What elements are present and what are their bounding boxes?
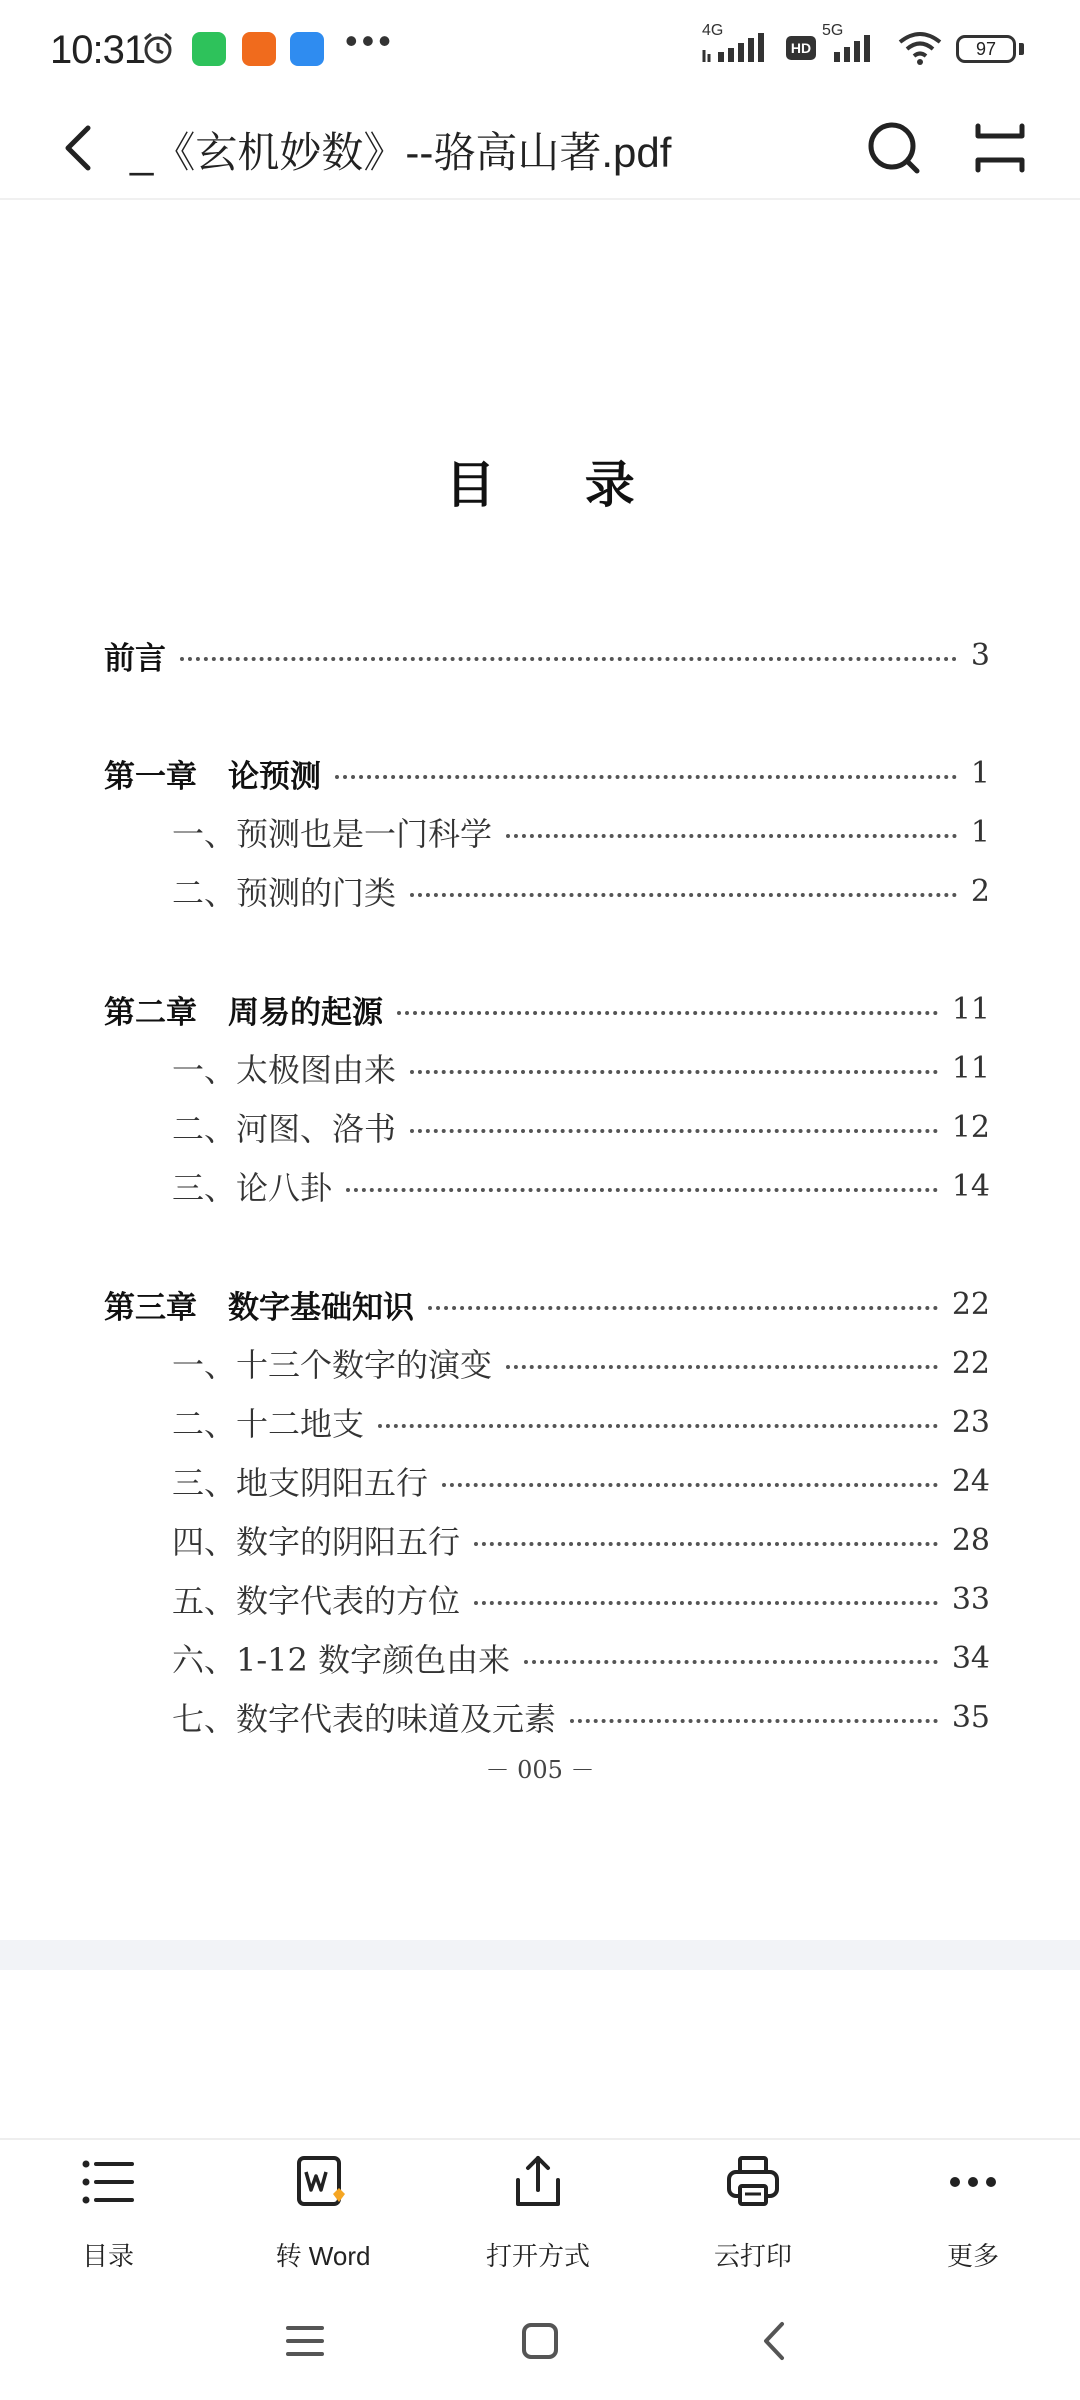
toc-entry-label: 二、河图、洛书 [172, 1110, 397, 1148]
toc-button-label: 目录 [81, 2241, 134, 2271]
dot-leader [570, 1719, 938, 1723]
toc-entry-page: 1 [970, 814, 990, 850]
convert-word-icon [293, 2152, 353, 2212]
more-icon [943, 2152, 1003, 2212]
toc-heading: 目 录 [445, 455, 671, 514]
network-label-5g: 5G [822, 22, 844, 39]
toc-entry-section[interactable] [172, 1161, 990, 1211]
recent-apps-icon[interactable] [280, 2316, 330, 2366]
toc-entry-page: 22 [951, 1286, 990, 1322]
toc-entry-label: 二、预测的门类 [172, 874, 397, 912]
dot-leader [474, 1542, 938, 1546]
nav-back-icon[interactable] [750, 2316, 800, 2366]
cloud-print-label: 云打印 [713, 2241, 792, 2271]
open-with-button[interactable] [463, 2152, 613, 2282]
toc-entry-section[interactable] [172, 1397, 990, 1447]
toc-entry-page: 35 [951, 1699, 990, 1735]
toc-entry-section[interactable] [172, 807, 990, 857]
toc-entry-page: 11 [951, 991, 990, 1027]
dot-leader [410, 1070, 938, 1074]
document-title: _《玄机妙数》--骆高山著.pdf [130, 129, 672, 176]
list-icon [78, 2152, 138, 2212]
title-bar [0, 100, 1080, 200]
dot-leader [428, 1306, 938, 1310]
search-icon[interactable] [862, 116, 926, 180]
mi-notification-icon [242, 32, 276, 66]
dot-leader [410, 893, 957, 897]
page-number: － 005 － [485, 1756, 595, 1784]
toc-entry-preface[interactable] [104, 630, 990, 680]
signal-icon [700, 30, 780, 64]
dot-leader [397, 1011, 938, 1015]
toc-entry-section[interactable] [172, 1043, 990, 1093]
open-with-label: 打开方式 [485, 2241, 590, 2271]
toc-entry-page: 11 [951, 1050, 990, 1086]
toc-entry-section[interactable] [172, 1515, 990, 1565]
toc-entry-label: 第三章 数字基础知识 [104, 1289, 414, 1326]
dot-leader [506, 1365, 938, 1369]
toc-entry-label: 一、十三个数字的演变 [172, 1346, 493, 1384]
toc-entry-page: 24 [951, 1463, 990, 1499]
cloud-print-button[interactable] [678, 2152, 828, 2282]
home-icon[interactable] [515, 2316, 565, 2366]
toc-entry-page: 23 [951, 1404, 990, 1440]
app-notification-icon [290, 32, 324, 66]
more-button[interactable] [898, 2152, 1048, 2282]
convert-word-label: 转 Word [275, 2241, 371, 2271]
more-notifications-icon: ••• [345, 20, 395, 61]
toc-entry-page: 34 [951, 1640, 990, 1676]
toc-entry-section[interactable] [172, 1692, 990, 1742]
signal-5g-icon [828, 30, 890, 64]
toc-entry-label: 五、数字代表的方位 [172, 1582, 461, 1620]
dot-leader [506, 834, 957, 838]
toc-entry-label: 四、数字的阴阳五行 [172, 1523, 461, 1561]
toc-entry-section[interactable] [172, 1456, 990, 1506]
toc-entry-page: 22 [951, 1345, 990, 1381]
dot-leader [410, 1129, 938, 1133]
page-separator [0, 1940, 1080, 1970]
wifi-icon [896, 30, 944, 66]
toc-entry-label: 前言 [104, 640, 166, 677]
dot-leader [335, 775, 957, 779]
hd-badge: HD [786, 36, 816, 60]
toc-entry-label: 二、十二地支 [172, 1405, 365, 1443]
pdf-page[interactable] [0, 200, 1080, 1940]
dot-leader [180, 657, 957, 661]
dot-leader [346, 1188, 938, 1192]
toc-entry-chapter-1[interactable] [104, 748, 990, 798]
toc-entry-label: 一、太极图由来 [172, 1051, 397, 1089]
toc-entry-section[interactable] [172, 1102, 990, 1152]
toc-entry-section[interactable] [172, 866, 990, 916]
dot-leader [474, 1601, 938, 1605]
share-icon [508, 2152, 568, 2212]
toc-entry-label: 六、1-12 数字颜色由来 [172, 1641, 511, 1679]
toc-entry-label: 三、地支阴阳五行 [172, 1464, 429, 1502]
toc-entry-label: 第一章 论预测 [104, 758, 321, 795]
toc-entry-label: 一、预测也是一门科学 [172, 815, 493, 853]
menu-icon[interactable] [970, 118, 1030, 178]
toc-button[interactable] [33, 2152, 183, 2282]
network-label-4g: 4G [702, 22, 724, 39]
toc-entry-page: 28 [951, 1522, 990, 1558]
more-label: 更多 [946, 2241, 999, 2271]
toc-entry-label: 三、论八卦 [172, 1169, 333, 1207]
alarm-icon [140, 30, 176, 66]
toc-entry-page: 14 [951, 1168, 990, 1204]
bottom-toolbar [0, 2138, 1080, 2288]
printer-icon [723, 2152, 783, 2212]
dot-leader [378, 1424, 938, 1428]
wechat-notification-icon [192, 32, 226, 66]
system-nav-bar [0, 2288, 1080, 2400]
toc-entry-section[interactable] [172, 1633, 990, 1683]
toc-entry-section[interactable] [172, 1574, 990, 1624]
battery-tip [1019, 43, 1024, 55]
dot-leader [442, 1483, 938, 1487]
dot-leader [524, 1660, 938, 1664]
status-time: 10:31 [50, 28, 146, 72]
convert-word-button[interactable] [248, 2152, 398, 2282]
toc-entry-page: 33 [951, 1581, 990, 1617]
toc-entry-chapter-3[interactable] [104, 1279, 990, 1329]
toc-entry-page: 2 [970, 873, 990, 909]
toc-entry-label: 第二章 周易的起源 [104, 994, 383, 1031]
toc-entry-page: 3 [970, 637, 990, 673]
toc-entry-page: 12 [951, 1109, 990, 1145]
toc-entry-label: 七、数字代表的味道及元素 [172, 1700, 557, 1738]
status-bar [0, 0, 1080, 100]
toc-entry-page: 1 [970, 755, 990, 791]
toc-entry-section[interactable] [172, 1338, 990, 1388]
battery-indicator: 97 [956, 35, 1016, 63]
back-icon[interactable] [50, 118, 110, 178]
toc-entry-chapter-2[interactable] [104, 984, 990, 1034]
